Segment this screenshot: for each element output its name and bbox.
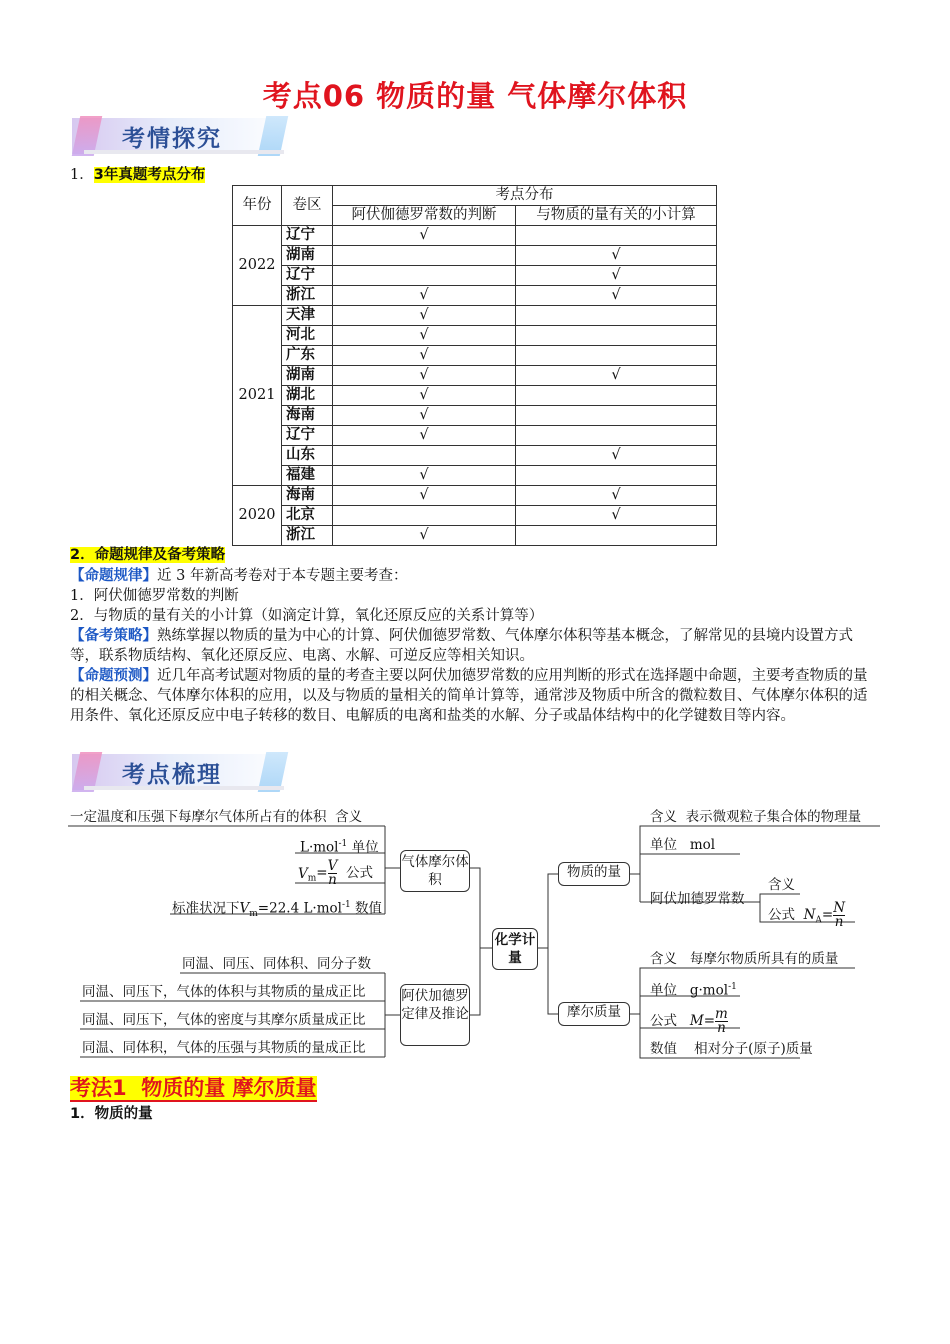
m-definition: 含义 每摩尔物质所具有的质量 [650, 951, 839, 967]
check-cell: √ [333, 226, 516, 246]
check-cell: √ [333, 426, 516, 446]
check-cell: √ [333, 526, 516, 546]
section-banner-exam-analysis [72, 116, 292, 156]
m-value: 数值 相对分子(原子)质量 [650, 1041, 813, 1057]
banner-title: 考情探究 [122, 126, 222, 152]
table-row [233, 526, 717, 546]
node-chemical-measurement: 化学计量 [492, 928, 538, 970]
check-cell [516, 346, 717, 366]
region-cell: 湖南 [282, 366, 333, 386]
check-cell: √ [516, 486, 717, 506]
strategy-paragraph: 【备考策略】熟练掌握以物质的量为中心的计算、阿伏伽德罗常数、气体摩尔体积等基本概念，了解常见的县境内设置方式等，联系物质结构、氧化还原反应、电离、水解、可逆反应等相关知识。 [70, 628, 853, 664]
header-col1: 阿伏伽德罗常数的判断 [333, 206, 516, 226]
avogadro-law-1: 同温、同压、同体积、同分子数 [182, 956, 371, 972]
n-definition: 含义 表示微观粒子集合体的物理量 [650, 809, 862, 825]
table-row [233, 246, 717, 266]
check-cell: √ [516, 506, 717, 526]
node-amount-of-substance: 物质的量 [558, 862, 630, 886]
table-row [233, 406, 717, 426]
check-cell [516, 406, 717, 426]
rule-line: 【命题规律】近 3 年新高考卷对于本专题主要考查： [70, 568, 408, 584]
method-heading: 考法1 物质的量 摩尔质量 [70, 1076, 317, 1100]
na-formula: 公式 $N_A=$ $\frac{N}{n}$ [768, 900, 846, 930]
na-definition: 含义 [768, 877, 795, 893]
table-row [233, 286, 717, 306]
check-cell: √ [516, 246, 717, 266]
table-row [233, 346, 717, 366]
list-item: 1．阿伏伽德罗常数的判断 [70, 588, 239, 604]
check-cell: √ [333, 486, 516, 506]
check-cell [333, 506, 516, 526]
check-cell: √ [333, 406, 516, 426]
avogadro-law-3: 同温、同压下，气体的密度与其摩尔质量成正比 [82, 1012, 366, 1028]
region-cell: 辽宁 [282, 426, 333, 446]
region-cell: 辽宁 [282, 226, 333, 246]
table-header-row [233, 186, 717, 206]
check-cell: √ [333, 326, 516, 346]
region-cell: 海南 [282, 486, 333, 506]
table-row [233, 426, 717, 446]
header-col2: 与物质的量有关的小计算 [516, 206, 717, 226]
region-cell: 辽宁 [282, 266, 333, 286]
check-cell [333, 246, 516, 266]
vm-formula: $V_m=$ $\frac{V}{n}$ 公式 [298, 858, 373, 888]
n-unit: 单位 mol [650, 837, 716, 853]
table-row [233, 266, 717, 286]
table-row [233, 486, 717, 506]
check-cell [333, 266, 516, 286]
m-unit: 单位 g·mol$^{-1}$ [650, 982, 737, 999]
region-cell: 河北 [282, 326, 333, 346]
table-row [233, 386, 717, 406]
table-row [233, 446, 717, 466]
check-cell: √ [333, 386, 516, 406]
node-avogadro-law: 阿伏加德罗定律及推论 [400, 984, 470, 1046]
check-cell: √ [516, 446, 717, 466]
check-cell [516, 466, 717, 486]
region-cell: 北京 [282, 506, 333, 526]
check-cell [516, 226, 717, 246]
region-cell: 山东 [282, 446, 333, 466]
vm-unit: L·mol$^{-1}$ 单位 [300, 839, 379, 856]
check-cell: √ [516, 286, 717, 306]
table-row [233, 506, 717, 526]
section-banner-knowledge [72, 752, 292, 792]
region-cell: 海南 [282, 406, 333, 426]
distribution-table [232, 185, 717, 546]
check-cell: √ [516, 266, 717, 286]
check-cell: √ [333, 346, 516, 366]
avogadro-law-4: 同温、同体积，气体的压强与其物质的量成正比 [82, 1040, 366, 1056]
mind-map [0, 798, 950, 1068]
banner-title: 考点梳理 [122, 762, 222, 788]
year-cell: 2022 [233, 226, 282, 306]
year-cell: 2021 [233, 306, 282, 486]
check-cell [516, 426, 717, 446]
table-row [233, 226, 717, 246]
na-node: 阿伏加德罗常数 [650, 891, 745, 907]
check-cell: √ [516, 366, 717, 386]
check-cell: √ [333, 366, 516, 386]
table-row [233, 326, 717, 346]
region-cell: 湖北 [282, 386, 333, 406]
check-cell [333, 446, 516, 466]
check-cell: √ [333, 286, 516, 306]
subheading-strategy: 2．命题规律及备考策略 [70, 547, 226, 563]
prediction-paragraph: 【命题预测】近几年高考试题对物质的量的考查主要以阿伏加德罗常数的应用判断的形式在选择题中命题，主要考查物质的量的相关概念、气体摩尔体积的应用，以及与物质的量相关的简单计算等，通常涉及物质中所含的微粒数目、气体摩尔体积的适用条件、氧化还原反应中电子转移的数目、电解质的电离和盐类的水解、分子或晶体结构中的化学键数目等内容。 [70, 668, 868, 724]
region-cell: 湖南 [282, 246, 333, 266]
header-region: 卷区 [282, 186, 333, 226]
check-cell: √ [333, 466, 516, 486]
vm-standard-value: 标准状况下$V_m=22.4$ L·mol$^{-1}$ 数值 [172, 900, 383, 920]
table-row [233, 366, 717, 386]
region-cell: 广东 [282, 346, 333, 366]
node-molar-volume: 气体摩尔体积 [400, 850, 470, 892]
region-cell: 浙江 [282, 526, 333, 546]
year-cell: 2020 [233, 486, 282, 546]
check-cell [516, 526, 717, 546]
subheading-amount: 1．物质的量 [70, 1106, 153, 1122]
header-topic: 考点分布 [333, 186, 717, 206]
check-cell [516, 386, 717, 406]
page-title: 考点06 物质的量 气体摩尔体积 [262, 79, 688, 113]
m-formula: 公式 M= $\frac{m}{n}$ [650, 1006, 728, 1036]
subheading-distribution: 1．3年真题考点分布 [70, 167, 206, 183]
check-cell: √ [333, 306, 516, 326]
check-cell [516, 326, 717, 346]
check-cell [516, 306, 717, 326]
region-cell: 浙江 [282, 286, 333, 306]
avogadro-law-2: 同温、同压下，气体的体积与其物质的量成正比 [82, 984, 366, 1000]
table-row [233, 306, 717, 326]
region-cell: 天津 [282, 306, 333, 326]
list-item: 2．与物质的量有关的小计算（如滴定计算，氧化还原反应的关系计算等） [70, 608, 544, 624]
header-year: 年份 [233, 186, 282, 226]
region-cell: 福建 [282, 466, 333, 486]
vm-definition: 一定温度和压强下每摩尔气体所占有的体积 含义 [70, 809, 363, 825]
node-molar-mass: 摩尔质量 [558, 1002, 630, 1026]
table-row [233, 466, 717, 486]
